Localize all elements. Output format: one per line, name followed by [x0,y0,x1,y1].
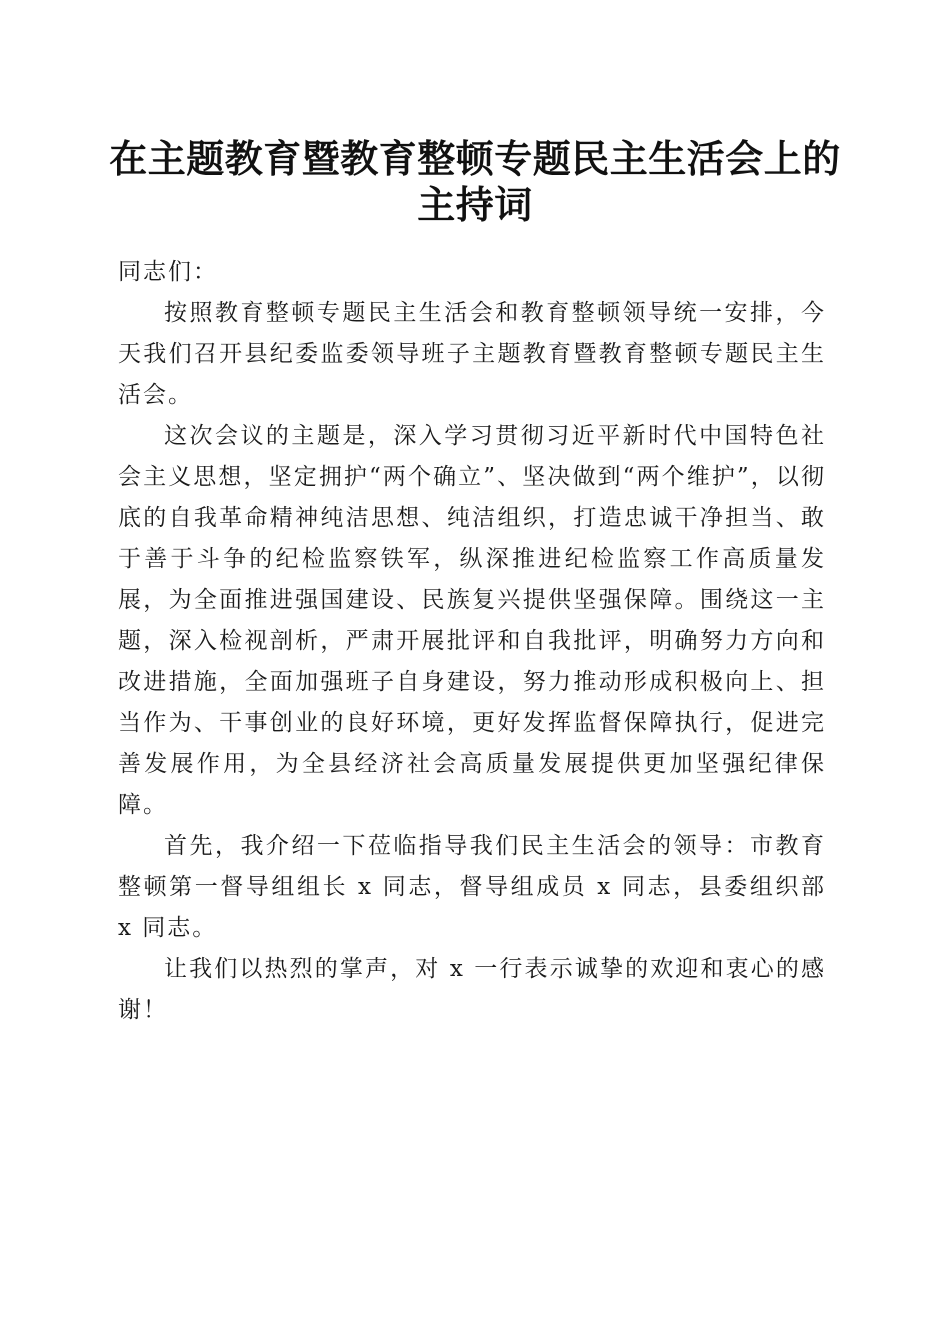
paragraph-intro: 按照教育整顿专题民主生活会和教育整顿领导统一安排，今天我们召开县纪委监委领导班子主题教育暨教育整顿专题民主生活会。 [118,300,826,408]
paragraph-introduction-of-leaders: 首先，我介绍一下莅临指导我们民主生活会的领导：市教育整顿第一督导组组长 x 同志，督导组成员 x 同志，县委组织部 x 同志。 [118,833,826,941]
document-body [118,252,826,1031]
document-title: 在主题教育暨教育整顿专题民主生活会上的主持词 [109,136,841,227]
salutation: 同志们： [118,259,218,285]
paragraph-theme: 这次会议的主题是，深入学习贯彻习近平新时代中国特色社会主义思想，坚定拥护“两个确立”、坚决做到“两个维护”，以彻底的自我革命精神纯洁思想、纯洁组织，打造忠诚干净担当、敢于善于斗争的纪检监察铁军，纵深推进纪检监察工作高质量发展，为全面推进强国建设、民族复兴提供坚强保障。围绕这一主题，深入检视剖析，严肃开展批评和自我批评，明确努力方向和改进措施，全面加强班子自身建设，努力推动形成积极向上、担当作为、干事创业的良好环境，更好发挥监督保障执行，促进完善发展作用，为全县经济社会高质量发展提供更加坚强纪律保障。 [118,423,826,818]
paragraph-welcome: 让我们以热烈的掌声，对 x 一行表示诚挚的欢迎和衷心的感谢！ [118,956,826,1023]
